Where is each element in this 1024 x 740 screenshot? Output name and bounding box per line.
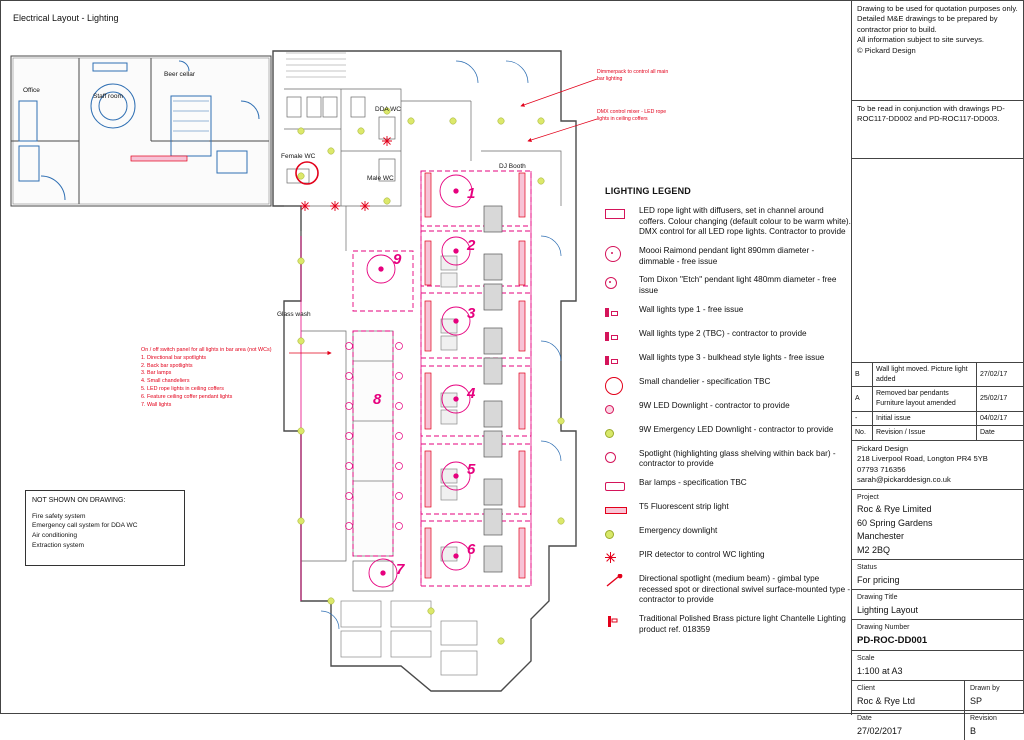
- legend-label: 9W Emergency LED Downlight - contractor to provide: [639, 424, 834, 434]
- emergency-downlight-icon: [605, 425, 639, 441]
- drawing-title-block: [852, 590, 1023, 620]
- project-line: Manchester: [857, 531, 905, 542]
- date-block: [852, 711, 965, 740]
- legend-item-pendant-small: [605, 275, 851, 296]
- zone-number-1: 1: [467, 185, 476, 202]
- revision-description: Wall light moved. Picture light added: [873, 363, 977, 387]
- downlight-icon: [605, 401, 639, 417]
- legend-label: Directional spotlight (medium beam) - gimbal type recessed spot or directional swivel surface-mounted type - contractor to provide: [639, 573, 851, 605]
- drawing-number-block: [852, 620, 1023, 651]
- titleblock-blank-area: [852, 159, 1023, 363]
- title-block: [851, 1, 1023, 736]
- legend-title: LIGHTING LEGEND: [605, 186, 691, 196]
- drawing-number-label: Drawing Number: [857, 624, 910, 632]
- practice-email: sarah@pickarddesign.co.uk: [857, 475, 951, 485]
- general-note-line: All information subject to site surveys.: [857, 35, 985, 45]
- switch-panel-note-item-2: 2. Back bar spotlights: [141, 362, 193, 369]
- legend-item-wall-light-1: [605, 305, 851, 321]
- room-label-office: Office: [23, 87, 40, 94]
- drawing-number-value: PD-ROC-DD001: [857, 634, 928, 646]
- drawn-by-value: SP: [970, 695, 983, 706]
- drawn-by-label: Drawn by: [970, 685, 1000, 693]
- zone-number-6: 6: [467, 541, 476, 558]
- revision-header-desc: Revision / Issue: [873, 426, 977, 441]
- client-value: Roc & Rye Ltd: [857, 695, 916, 706]
- chandelier-icon: [605, 377, 639, 393]
- legend-item-directional-spotlight: [605, 574, 851, 606]
- date-label: Date: [857, 715, 872, 723]
- revision-row: [852, 363, 1023, 387]
- revision-description: Initial issue: [873, 411, 977, 426]
- rope-light-icon: [605, 206, 639, 222]
- not-shown-item: Air conditioning: [32, 532, 78, 540]
- wall-light-1-icon: [605, 305, 639, 321]
- switch-panel-note: [141, 347, 289, 410]
- zone-number-3: 3: [467, 305, 476, 322]
- revision-header-row: [852, 426, 1023, 441]
- legend-label: Tom Dixon "Etch" pendant light 480mm diameter - free issue: [639, 275, 837, 295]
- legend-label: LED rope light with diffusers, set in channel around coffers. Colour changing (default colour to be warm white). DMX control for all LED rope lights. Contractor to provide: [639, 206, 851, 237]
- legend-label: Wall lights type 2 (TBC) - contractor to provide: [639, 328, 807, 338]
- not-shown-title: NOT SHOWN ON DRAWING:: [32, 497, 126, 504]
- legend-item-downlight: [605, 401, 851, 417]
- legend-item-emergency-light: [605, 526, 851, 542]
- not-shown-item: Extraction system: [32, 542, 85, 550]
- practice-details: [852, 441, 1023, 490]
- project-line: 60 Spring Gardens: [857, 517, 933, 528]
- project-label: Project: [857, 493, 879, 501]
- revision-table: [852, 363, 1023, 441]
- project-line: Roc & Rye Limited: [857, 504, 932, 515]
- not-shown-item: Emergency call system for DDA WC: [32, 522, 138, 530]
- not-shown-item: Fire safety system: [32, 512, 86, 520]
- legend-label: Moooi Raimond pendant light 890mm diameter - dimmable - free issue: [639, 245, 815, 266]
- general-note-line: Detailed M&E drawings to be prepared by contractor prior to build.: [857, 14, 998, 34]
- legend-label: Small chandelier - specification TBC: [639, 376, 771, 386]
- legend-label: PIR detector to control WC lighting: [639, 549, 765, 559]
- room-label-dj-booth: DJ Booth: [499, 163, 526, 170]
- legend-item-rope-light: [605, 206, 851, 238]
- pendant-large-icon: [605, 246, 639, 262]
- wall-light-2-icon: [605, 329, 639, 345]
- legend-item-bar-lamp: [605, 478, 851, 494]
- date-value: 27/02/2017: [857, 725, 903, 736]
- picture-light-icon: [605, 614, 639, 630]
- switch-panel-note-item-1: 1. Directional bar spotlights: [141, 354, 207, 361]
- revision-description: Removed bar pendants Furniture layout amended: [873, 387, 977, 411]
- pendant-small-icon: [605, 275, 639, 291]
- legend-item-pendant-large: [605, 246, 851, 267]
- general-note-line: © Pickard Design: [857, 45, 916, 55]
- room-label-beer-cellar: Beer cellar: [164, 71, 196, 78]
- general-note-line: Drawing to be used for quotation purposes only.: [857, 4, 1018, 13]
- client-label: Client: [857, 685, 875, 693]
- practice-name: Pickard Design: [857, 443, 909, 453]
- spotlight-icon: [605, 449, 639, 465]
- room-label-male-wc: Male WC: [367, 175, 394, 182]
- legend-item-wall-light-3: [605, 353, 851, 369]
- not-shown-box: [25, 490, 185, 566]
- zone-number-9: 9: [393, 251, 402, 268]
- lighting-legend: [605, 186, 851, 643]
- bar-lamp-icon: [605, 478, 639, 494]
- client-drawnby-row: [852, 681, 1023, 711]
- read-in-conjunction-note: To be read in conjunction with drawings PD-ROC117-DD002 and PD-ROC117-DD003.: [852, 101, 1023, 159]
- pir-detector-icon: [605, 550, 639, 566]
- drawing-title-value: Lighting Layout: [857, 604, 919, 615]
- wall-light-3-icon: [605, 353, 639, 369]
- zone-number-5: 5: [467, 461, 476, 478]
- zone-number-2: 2: [467, 237, 476, 254]
- status-label: Status: [857, 564, 877, 572]
- revision-header-no: No.: [852, 426, 873, 441]
- legend-label: Traditional Polished Brass picture light Chantelle Lighting product ref. 018359: [639, 613, 846, 634]
- legend-item-pir-detector: [605, 550, 851, 566]
- switch-panel-note-item-3: 3. Bar lamps: [141, 370, 172, 377]
- legend-label: Spotlight (highlighting glass shelving within back bar) - contractor to provide: [639, 448, 836, 469]
- room-label-staff-room: Staff room: [93, 93, 123, 100]
- t5-strip-icon: [605, 502, 639, 518]
- legend-label: Emergency downlight: [639, 525, 718, 535]
- date-revision-row: [852, 711, 1023, 740]
- revision-date: 27/02/17: [977, 363, 1024, 387]
- status-value: For pricing: [857, 574, 900, 585]
- zone-number-8: 8: [373, 391, 382, 408]
- legend-item-wall-light-2: [605, 329, 851, 345]
- revision-label: Revision: [970, 715, 997, 723]
- revision-value: B: [970, 725, 977, 736]
- drawn-by-block: [965, 681, 1023, 710]
- legend-item-emergency-downlight: [605, 425, 851, 441]
- legend-item-chandelier: [605, 377, 851, 393]
- revision-date: 04/02/17: [977, 411, 1024, 426]
- legend-label: T5 Fluorescent strip light: [639, 501, 729, 511]
- revision-block: [965, 711, 1023, 740]
- revision-row: [852, 387, 1023, 411]
- revision-code: A: [852, 387, 873, 411]
- room-label-dda-wc: DDA WC: [375, 106, 401, 113]
- revision-header-date: Date: [977, 426, 1024, 441]
- legend-label: Wall lights type 3 - bulkhead style lights - free issue: [639, 352, 825, 362]
- zone-number-7: 7: [396, 561, 405, 578]
- switch-panel-note-item-6: 6. Feature ceiling coffer pendant lights: [141, 393, 233, 400]
- legend-label: 9W LED Downlight - contractor to provide: [639, 400, 790, 410]
- page-title: Electrical Layout - Lighting: [13, 13, 119, 23]
- switch-panel-note-item-5: 5. LED rope lights in ceiling coffers: [141, 386, 224, 393]
- revision-code: -: [852, 411, 873, 426]
- scale-block: [852, 651, 1023, 681]
- revision-code: B: [852, 363, 873, 387]
- project-line: M2 2BQ: [857, 544, 891, 555]
- switch-panel-note-item-7: 7. Wall lights: [141, 401, 172, 408]
- switch-panel-note-title: On / off switch panel for all lights in bar area (not WCs): [141, 347, 272, 353]
- legend-label: Wall lights type 1 - free issue: [639, 304, 744, 314]
- scale-value: 1:100 at A3: [857, 665, 903, 676]
- drawing-title-label: Drawing Title: [857, 594, 898, 602]
- emergency-light-icon: [605, 526, 639, 542]
- switch-panel-note-item-4: 4. Small chandeliers: [141, 378, 190, 385]
- legend-label: Bar lamps - specification TBC: [639, 477, 747, 487]
- annotation-dimmerpack: Dimmerpack to control all main bar lighting: [597, 69, 669, 83]
- annotation-dmx-mixer: DMX control mixer - LED rope lights in ceiling coffers: [597, 109, 667, 123]
- client-block: [852, 681, 965, 710]
- practice-address: 218 Liverpool Road, Longton PR4 5YB: [857, 454, 988, 464]
- general-notes: [852, 1, 1023, 101]
- room-label-glass-wash: Glass wash: [277, 311, 311, 318]
- legend-item-spotlight: [605, 449, 851, 470]
- zone-number-4: 4: [467, 385, 476, 402]
- legend-item-t5-strip: [605, 502, 851, 518]
- room-label-female-wc: Female WC: [281, 153, 316, 160]
- revision-date: 25/02/17: [977, 387, 1024, 411]
- revision-row: [852, 411, 1023, 426]
- legend-item-picture-light: [605, 614, 851, 635]
- status-block: [852, 560, 1023, 590]
- scale-label: Scale: [857, 654, 875, 662]
- project-block: [852, 490, 1023, 560]
- practice-phone: 07793 716356: [857, 464, 906, 474]
- directional-spotlight-icon: [605, 574, 639, 590]
